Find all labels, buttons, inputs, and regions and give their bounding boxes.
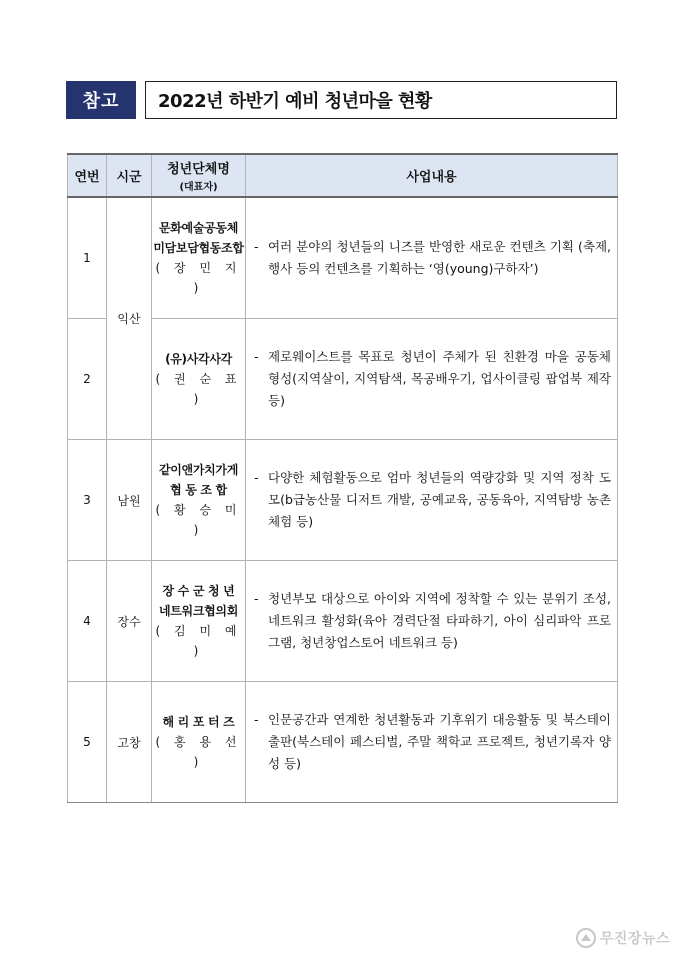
org-name-line: (유)사각사각 — [165, 352, 232, 366]
description-text: 청년부모 대상으로 아이와 지역에 정착할 수 있는 분위기 조성, 네트워크 활성화(육아 경력단절 타파하기, 아이 심리파악 프로그램, 청년창업스토어 네트워크 등) — [268, 591, 611, 650]
bullet-dash: - — [254, 239, 259, 254]
table-row — [68, 197, 618, 319]
row-no: 3 — [68, 440, 107, 561]
watermark-logo-icon — [576, 928, 596, 948]
header-org-sub: (대표자) — [179, 182, 218, 193]
row-region: 장수 — [107, 561, 152, 682]
row-org — [152, 197, 246, 319]
row-org — [152, 682, 246, 803]
row-description — [246, 197, 618, 319]
row-region: 익산 — [107, 197, 152, 440]
row-description — [246, 440, 618, 561]
org-representative: ( 황 승 미 ) — [155, 503, 242, 537]
description-text: 여러 분야의 청년들의 니즈를 반영한 새로운 컨텐츠 기획 (축제, 행사 등의 컨텐츠를 기획하는 ‘영(young)구하자’) — [268, 239, 611, 276]
row-description — [246, 682, 618, 803]
header-content: 사업내용 — [246, 154, 618, 197]
row-region: 고창 — [107, 682, 152, 803]
table-row — [68, 561, 618, 682]
row-no: 2 — [68, 319, 107, 440]
row-region: 남원 — [107, 440, 152, 561]
org-representative: ( 장 민 지 ) — [155, 261, 242, 295]
org-representative: ( 김 미 예 ) — [155, 624, 242, 658]
row-no: 4 — [68, 561, 107, 682]
row-org — [152, 319, 246, 440]
row-description — [246, 561, 618, 682]
title-box — [145, 81, 617, 119]
header-region: 시군 — [107, 154, 152, 197]
org-representative: ( 홍 용 선 ) — [155, 735, 242, 769]
description-text: 제로웨이스트를 목표로 청년이 주체가 된 친환경 마을 공동체 형성(지역살이, 지역탐색, 목공배우기, 업사이클링 팝업북 제작 등) — [268, 349, 611, 408]
row-no: 5 — [68, 682, 107, 803]
org-name-line: 협 동 조 합 — [170, 483, 227, 497]
bullet-dash: - — [254, 349, 259, 364]
row-description — [246, 319, 618, 440]
youth-village-table — [67, 153, 618, 803]
org-name-line: 문화예술공동체 — [158, 221, 239, 235]
row-org — [152, 440, 246, 561]
watermark — [576, 928, 670, 948]
header-org — [152, 154, 246, 197]
table-row — [68, 682, 618, 803]
org-name-line: 해 리 포 터 즈 — [162, 715, 235, 729]
header-org-label: 청년단체명 — [167, 162, 230, 177]
org-representative: ( 권 순 표 ) — [155, 372, 242, 406]
org-name-line: 같이앤가치가게 — [158, 463, 239, 477]
bullet-dash: - — [254, 470, 259, 485]
table-row — [68, 440, 618, 561]
org-name-line: 네트워크협의회 — [158, 604, 239, 618]
watermark-text: 무진장뉴스 — [599, 931, 670, 947]
org-name-line: 미담보담협동조합 — [153, 241, 244, 255]
row-org — [152, 561, 246, 682]
bullet-dash: - — [254, 591, 259, 606]
reference-tag: 참고 — [66, 81, 136, 119]
page-title: 2022년 하반기 예비 청년마을 현황 — [158, 91, 432, 112]
description-text: 인문공간과 연계한 청년활동과 기후위기 대응활동 및 북스테이 출판(북스테이 페스티벌, 주말 책학교 프로젝트, 청년기록자 양성 등) — [268, 712, 611, 771]
description-text: 다양한 체험활동으로 엄마 청년들의 역량강화 및 지역 정착 도모(b급농산물 디저트 개발, 공예교육, 공동육아, 지역탐방 농촌체험 등) — [268, 470, 611, 529]
table-header-row — [68, 154, 618, 197]
bullet-dash: - — [254, 712, 259, 727]
header-no: 연번 — [68, 154, 107, 197]
org-name-line: 장 수 군 청 년 — [162, 584, 235, 598]
row-no: 1 — [68, 197, 107, 319]
document-header — [66, 81, 617, 119]
